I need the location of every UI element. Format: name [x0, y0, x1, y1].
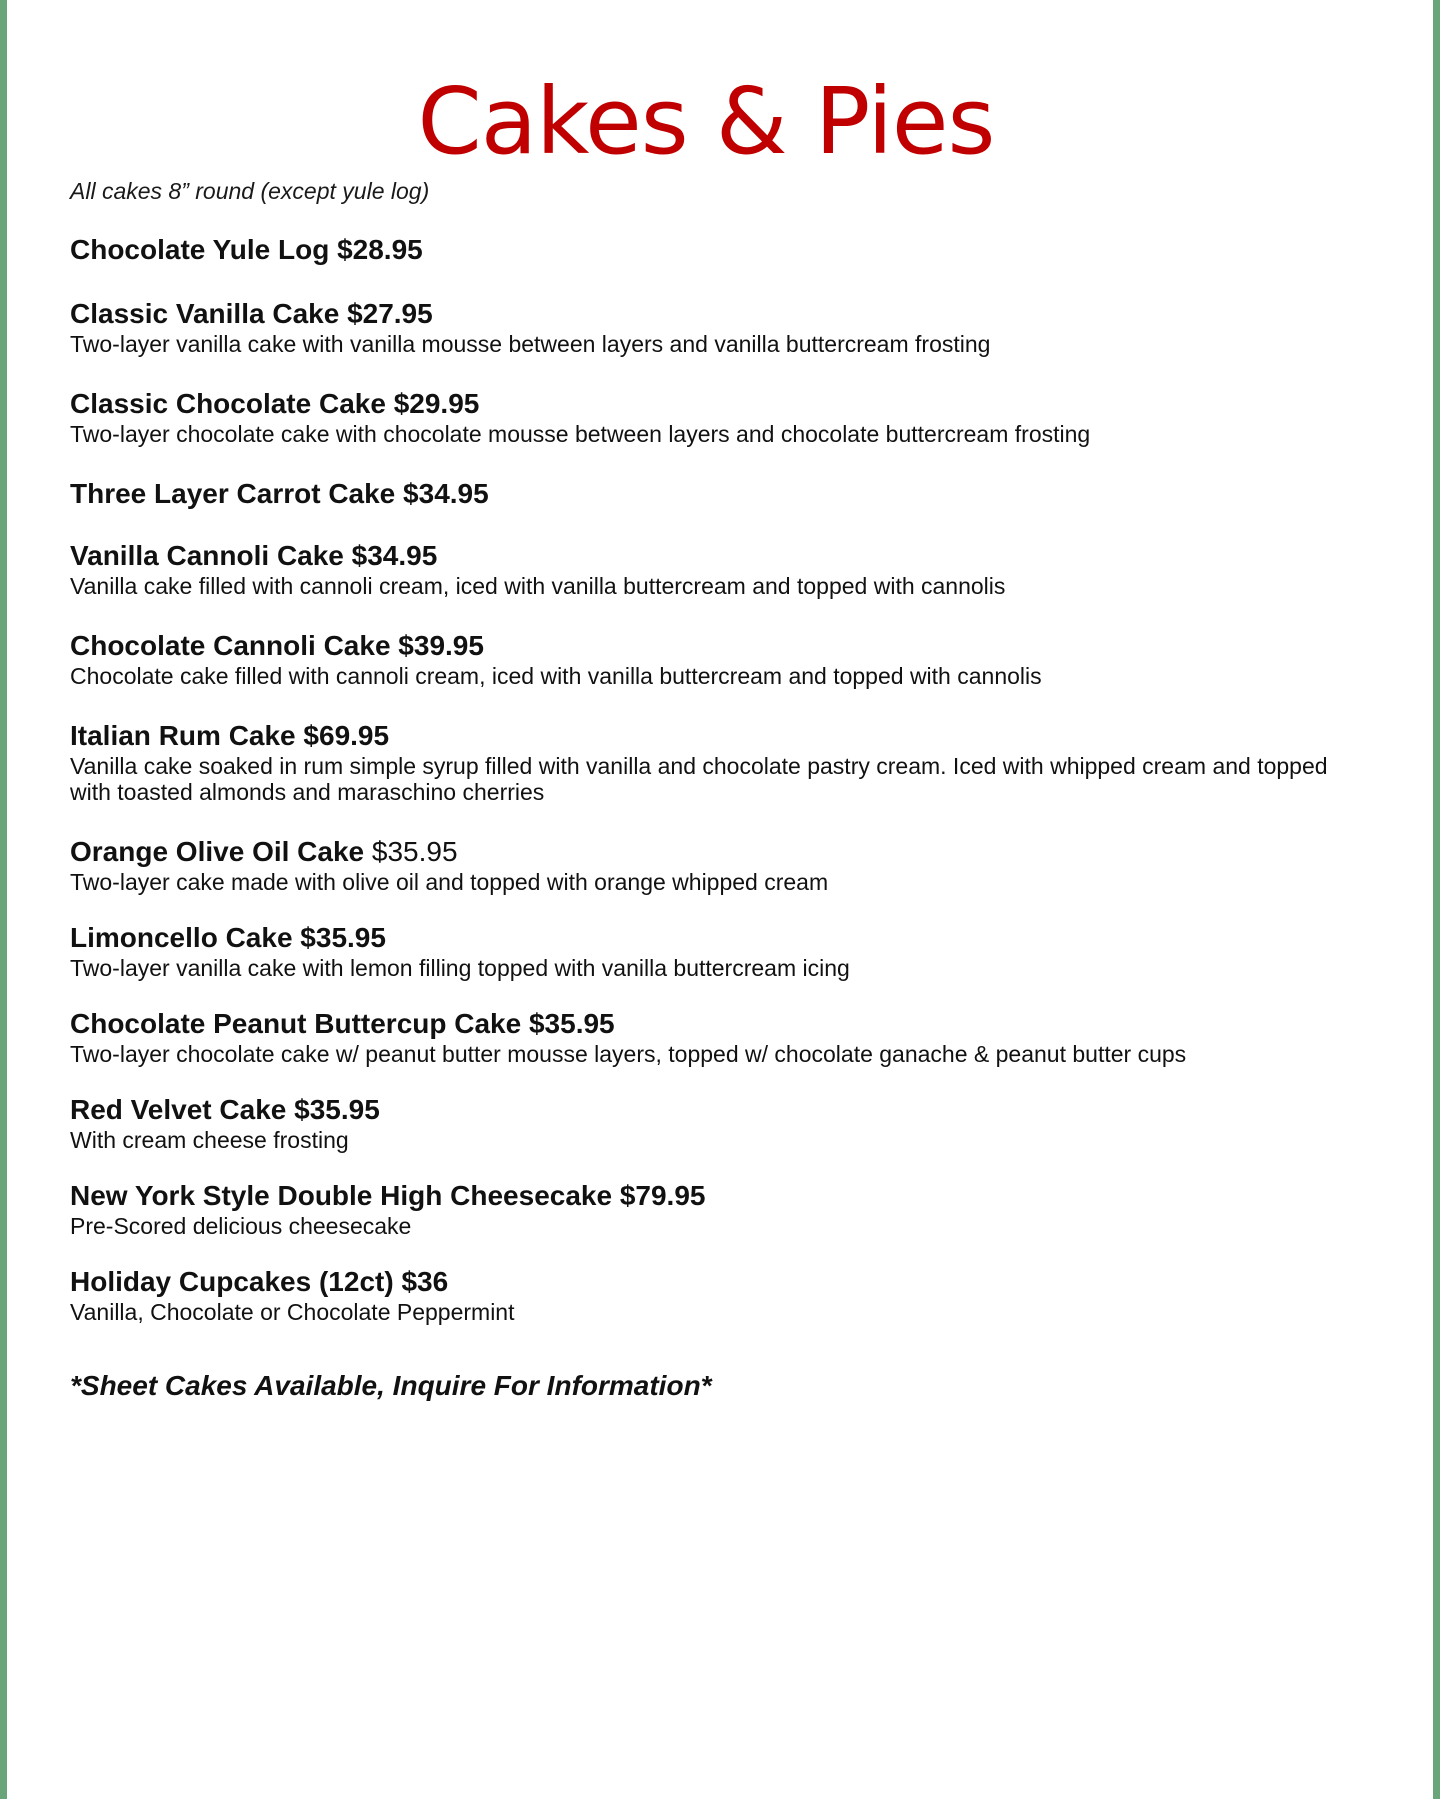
- menu-item: [70, 719, 1390, 805]
- item-price: $35.95: [371, 836, 458, 867]
- item-heading: [70, 1007, 1390, 1041]
- menu-item: [70, 233, 1390, 267]
- item-name: Classic Vanilla Cake: [70, 298, 340, 329]
- item-name: Chocolate Peanut Buttercup Cake: [70, 1008, 522, 1039]
- item-description: Vanilla cake soaked in rum simple syrup filled with vanilla and chocolate pastry cream. Iced with whipped cream and topped with toasted almonds and maraschino cherries: [70, 753, 1328, 805]
- page-border-right: [1433, 0, 1440, 1799]
- menu-item: [70, 1093, 1390, 1153]
- menu-item: [70, 387, 1390, 447]
- item-price: $36: [401, 1266, 449, 1297]
- item-price: $35.95: [294, 1094, 380, 1125]
- item-name: Italian Rum Cake: [70, 720, 296, 751]
- item-heading: [70, 921, 1390, 955]
- item-description: Pre-Scored delicious cheesecake: [70, 1213, 412, 1239]
- item-description: With cream cheese frosting: [70, 1127, 349, 1153]
- item-name: Vanilla Cannoli Cake: [70, 540, 344, 571]
- item-description: Vanilla cake filled with cannoli cream, iced with vanilla buttercream and topped with cannolis: [70, 573, 1006, 599]
- menu-page: [70, 0, 1390, 1403]
- item-heading: [70, 539, 1390, 573]
- item-heading: [70, 387, 1390, 421]
- item-price: $29.95: [393, 388, 480, 419]
- item-name: Orange Olive Oil Cake: [70, 836, 365, 867]
- menu-subtitle: All cakes 8” round (except yule log): [70, 178, 430, 204]
- menu-item: [70, 1265, 1390, 1325]
- item-price: $34.95: [403, 478, 489, 509]
- item-name: Holiday Cupcakes (12ct): [70, 1266, 394, 1297]
- item-heading: [70, 629, 1390, 663]
- item-description: Two-layer chocolate cake with chocolate mousse between layers and chocolate buttercream frosting: [70, 421, 1091, 447]
- menu-item: [70, 477, 1390, 511]
- item-name: Red Velvet Cake: [70, 1094, 287, 1125]
- menu-item: [70, 539, 1390, 599]
- item-name: Chocolate Yule Log: [70, 234, 330, 265]
- item-name: Chocolate Cannoli Cake: [70, 630, 391, 661]
- item-name: Three Layer Carrot Cake: [70, 478, 396, 509]
- item-heading: [70, 835, 1390, 869]
- item-price: $34.95: [351, 540, 438, 571]
- menu-item: [70, 629, 1390, 689]
- item-price: $69.95: [303, 720, 390, 751]
- sheet-cakes-note: *Sheet Cakes Available, Inquire For Information*: [70, 1370, 712, 1401]
- item-name: Limoncello Cake: [70, 922, 293, 953]
- item-heading: [70, 1265, 1390, 1299]
- item-description: Two-layer cake made with olive oil and topped with orange whipped cream: [70, 869, 829, 895]
- menu-item: [70, 921, 1390, 981]
- item-heading: [70, 1179, 1390, 1213]
- item-heading: [70, 297, 1390, 331]
- item-description: Two-layer vanilla cake with vanilla mousse between layers and vanilla buttercream frosting: [70, 331, 991, 357]
- item-price: $27.95: [347, 298, 433, 329]
- item-price: $28.95: [337, 234, 423, 265]
- item-heading: [70, 719, 1390, 753]
- page-title: Cakes & Pies: [417, 68, 995, 175]
- item-description: Two-layer vanilla cake with lemon filling topped with vanilla buttercream icing: [70, 955, 850, 981]
- item-description: Vanilla, Chocolate or Chocolate Peppermint: [70, 1299, 515, 1325]
- item-description: Two-layer chocolate cake w/ peanut butter mousse layers, topped w/ chocolate ganache & peanut butter cups: [70, 1041, 1187, 1067]
- page-border-left: [0, 0, 7, 1799]
- item-heading: [70, 1093, 1390, 1127]
- item-price: $35.95: [300, 922, 386, 953]
- item-name: Classic Chocolate Cake: [70, 388, 386, 419]
- menu-item: [70, 297, 1390, 357]
- item-price: $79.95: [619, 1180, 706, 1211]
- menu-item: [70, 1007, 1390, 1067]
- menu-item: [70, 1179, 1390, 1239]
- item-price: $39.95: [398, 630, 484, 661]
- menu-item: [70, 835, 1390, 895]
- item-price: $35.95: [528, 1008, 615, 1039]
- item-heading: [70, 233, 1390, 267]
- item-heading: [70, 477, 1390, 511]
- item-name: New York Style Double High Cheesecake: [70, 1180, 613, 1211]
- item-description: Chocolate cake filled with cannoli cream, iced with vanilla buttercream and topped with cannolis: [70, 663, 1042, 689]
